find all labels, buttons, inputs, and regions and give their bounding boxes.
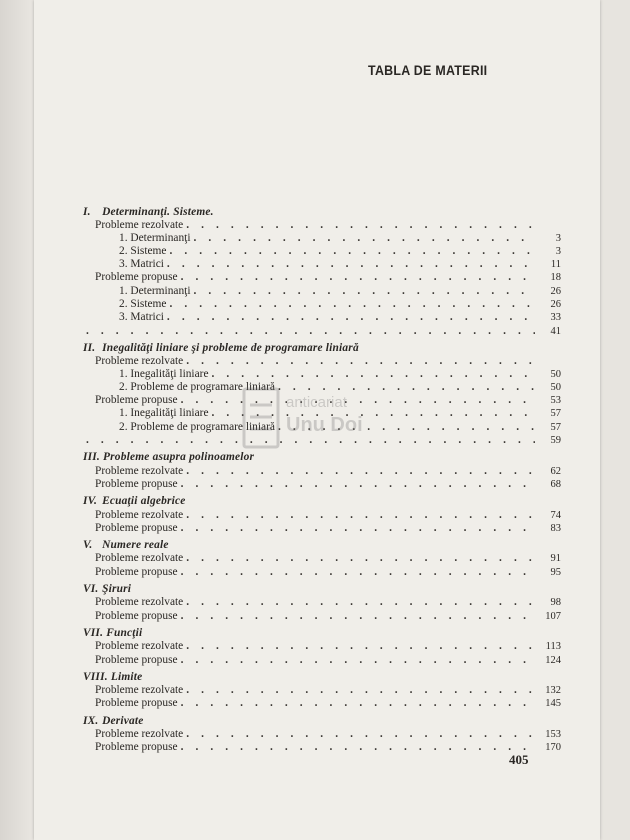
toc-entry (83, 245, 561, 258)
toc-entry-label: 3. Matrici (119, 258, 164, 271)
toc-entry (83, 368, 561, 381)
toc-entry-label: Probleme rezolvate (95, 219, 184, 232)
toc-chapter (83, 583, 561, 623)
toc-entry (83, 610, 561, 623)
page-heading: TABLA DE MATERII (368, 63, 488, 78)
toc-entry (83, 311, 561, 324)
toc-entry (83, 434, 561, 447)
toc-entry (83, 421, 561, 434)
dot-leader (186, 509, 535, 521)
chapter-number: III. (83, 451, 100, 464)
dot-leader (194, 232, 536, 244)
toc-entry-label: Probleme rezolvate (95, 552, 184, 565)
toc-page-number: 98 (550, 597, 561, 609)
toc-entry-label: Probleme propuse (95, 394, 178, 407)
toc-page-number: 83 (550, 522, 561, 534)
dot-leader (181, 522, 535, 534)
toc-page-number: 18 (550, 272, 561, 284)
dot-leader (186, 355, 535, 367)
toc-entry-label: 2. Probleme de programare liniară (119, 380, 275, 393)
toc-page-number: 59 (550, 435, 561, 447)
toc-entry (83, 741, 561, 754)
toc-page-number: 33 (550, 312, 561, 324)
toc-entry-label: 1. Determinanţi (119, 231, 191, 244)
chapter-title (83, 627, 561, 639)
dot-leader (186, 640, 535, 652)
dot-leader (186, 596, 535, 608)
watermark-text-bottom: Unu Doi (286, 414, 363, 436)
toc-entry-label: Probleme propuse (95, 653, 178, 666)
toc-entry (83, 465, 561, 478)
chapter-number: I. (83, 206, 91, 218)
toc-chapter (83, 627, 561, 667)
toc-entry-label: 2. Sisteme (119, 244, 167, 257)
toc-page-number: 153 (545, 728, 561, 740)
toc-page-number: 50 (550, 368, 561, 380)
toc-entry (83, 232, 561, 245)
table-of-contents (83, 206, 561, 759)
toc-entry-label: 3. Matrici (119, 311, 164, 324)
toc-entry-label: 1. Determinanţi (119, 284, 191, 297)
toc-entry-label: Probleme propuse (95, 697, 178, 710)
dot-leader (212, 368, 535, 380)
toc-chapter (83, 451, 561, 491)
chapter-number: V. (83, 539, 93, 552)
toc-entry (83, 640, 561, 653)
chapter-title-text: Derivate (102, 714, 144, 727)
toc-page-number: 95 (550, 566, 561, 578)
chapter-number: VIII. (83, 670, 108, 683)
watermark-text-top: anticariat (286, 394, 347, 411)
chapter-title (83, 495, 561, 507)
toc-chapter (83, 671, 561, 711)
toc-page-number: 57 (550, 421, 561, 433)
toc-entry (83, 478, 561, 491)
chapter-title (83, 451, 561, 463)
toc-entry-label: Probleme rezolvate (95, 508, 184, 521)
toc-entry-label: Probleme rezolvate (95, 727, 184, 740)
toc-entry-label: Probleme rezolvate (95, 464, 184, 477)
chapter-number: VII. (83, 626, 104, 639)
toc-entry (83, 394, 561, 407)
chapter-title-text: Şiruri (102, 583, 132, 596)
toc-page-number: 57 (550, 408, 561, 420)
toc-entry (83, 566, 561, 579)
toc-entry (83, 552, 561, 565)
toc-page-number: 3 (555, 245, 561, 257)
chapter-title (83, 539, 561, 551)
page-number: 405 (509, 752, 529, 767)
toc-entry (83, 654, 561, 667)
toc-page-number: 113 (545, 641, 561, 653)
dot-leader (186, 465, 535, 477)
toc-page-number: 68 (550, 478, 561, 490)
chapter-title-text: Ecuaţii algebrice (102, 495, 186, 508)
toc-page-number: 74 (550, 509, 561, 521)
toc-entry (83, 407, 561, 420)
toc-entry (83, 684, 561, 697)
dot-leader (181, 394, 535, 406)
dot-leader (181, 697, 535, 709)
chapter-number: IX. (83, 714, 99, 727)
dot-leader (181, 654, 535, 666)
dot-leader (181, 610, 535, 622)
toc-page-number: 91 (550, 553, 561, 565)
toc-entry (83, 381, 561, 394)
dot-leader (181, 478, 535, 490)
chapter-title-text: Inegalităţi liniare şi probleme de programare liniară (102, 341, 359, 354)
toc-entry-label: Probleme propuse (95, 477, 178, 490)
dot-leader (169, 298, 535, 310)
chapter-title (83, 342, 561, 354)
toc-entry (83, 509, 561, 522)
chapter-title (83, 671, 561, 683)
toc-chapter (83, 206, 561, 338)
toc-entry-label: Probleme rezolvate (95, 640, 184, 653)
toc-chapter (83, 495, 561, 535)
dot-leader (278, 421, 535, 433)
toc-page-number: 3 (555, 232, 561, 244)
dot-leader (86, 325, 535, 337)
toc-entry-label: 2. Probleme de programare liniară (119, 420, 275, 433)
dot-leader (186, 219, 535, 231)
toc-entry-label: Probleme rezolvate (95, 596, 184, 609)
toc-entry-label: 2. Sisteme (119, 298, 167, 311)
chapter-title (83, 206, 561, 218)
dot-leader (167, 258, 535, 270)
toc-page-number: 26 (550, 299, 561, 311)
dot-leader (212, 407, 535, 419)
toc-page-number: 124 (545, 654, 561, 666)
toc-page-number: 41 (550, 325, 561, 337)
dot-leader (167, 311, 535, 323)
toc-entry (83, 325, 561, 338)
toc-entry-label: Probleme propuse (95, 271, 178, 284)
chapter-title-text: Funcţii (106, 626, 143, 639)
dot-leader (181, 271, 535, 283)
chapter-title (83, 715, 561, 727)
dot-leader (186, 552, 535, 564)
toc-page-number: 62 (550, 465, 561, 477)
toc-entry-label: Probleme rezolvate (95, 355, 184, 368)
toc-entry (83, 219, 561, 231)
dot-leader (181, 741, 535, 753)
toc-entry (83, 258, 561, 271)
chapter-number: VI. (83, 583, 99, 596)
toc-entry-label: 1. Inegalităţi liniare (119, 367, 209, 380)
chapter-title (83, 583, 561, 595)
toc-chapter (83, 539, 561, 579)
chapter-title-text: Probleme asupra polinoamelor (103, 451, 255, 464)
toc-page-number: 50 (550, 381, 561, 393)
toc-chapter (83, 342, 561, 447)
toc-entry-label: Probleme propuse (95, 565, 178, 578)
toc-entry (83, 697, 561, 710)
dot-leader (181, 566, 535, 578)
dot-leader (169, 245, 535, 257)
chapter-number: IV. (83, 495, 98, 508)
toc-chapter (83, 715, 561, 755)
toc-page-number: 26 (550, 285, 561, 297)
toc-entry (83, 522, 561, 535)
toc-entry (83, 285, 561, 298)
toc-entry (83, 728, 561, 741)
toc-page-number: 145 (545, 698, 561, 710)
dot-leader (86, 434, 535, 446)
dot-leader (278, 381, 535, 393)
chapter-title-text: Limite (110, 670, 143, 683)
dot-leader (194, 285, 536, 297)
dot-leader (186, 728, 535, 740)
chapter-number: II. (83, 341, 96, 354)
toc-entry (83, 355, 561, 367)
chapter-title-text: Numere reale (102, 539, 169, 552)
chapter-title-text: Determinanţi. Sisteme. (102, 206, 214, 218)
toc-entry (83, 271, 561, 284)
page-edge (0, 0, 34, 840)
toc-entry-label: 1. Inegalităţi liniare (119, 407, 209, 420)
toc-page-number: 11 (550, 259, 561, 271)
toc-entry (83, 596, 561, 609)
toc-entry-label: Probleme propuse (95, 521, 178, 534)
toc-page-number: 107 (545, 610, 561, 622)
dot-leader (186, 684, 535, 696)
toc-entry (83, 298, 561, 311)
toc-entry-label: Probleme propuse (95, 609, 178, 622)
toc-page-number: 170 (545, 742, 561, 754)
toc-entry-label: Probleme propuse (95, 741, 178, 754)
toc-page-number: 132 (545, 685, 561, 697)
toc-entry-label: Probleme rezolvate (95, 684, 184, 697)
toc-page-number: 53 (550, 395, 561, 407)
